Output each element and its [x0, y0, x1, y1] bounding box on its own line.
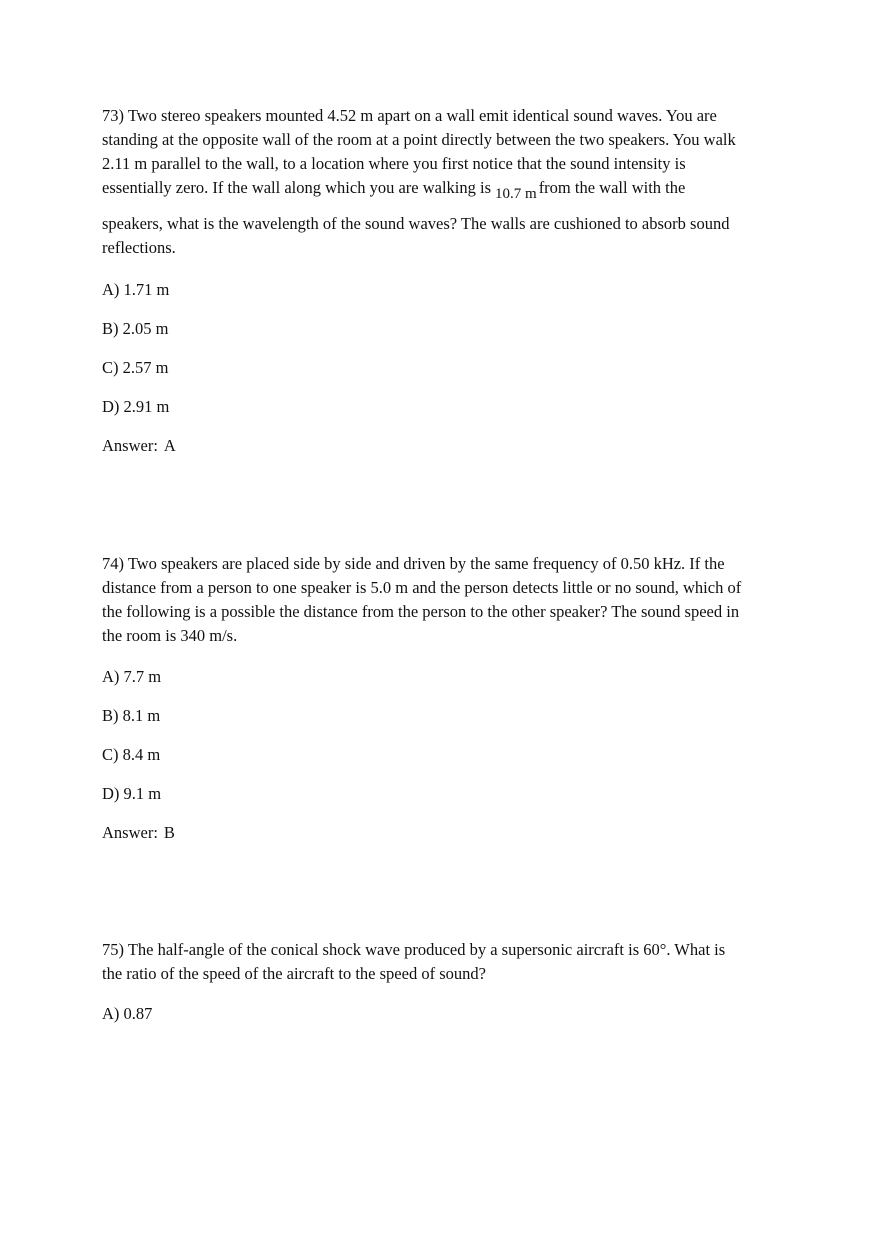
text-line: the room is 340 m/s. — [102, 626, 238, 645]
inline-equation: 10.7 m — [495, 186, 537, 202]
option-b: B) 2.05 m — [102, 319, 169, 338]
question-75 — [102, 938, 780, 986]
option-c: C) 2.57 m — [102, 358, 169, 377]
answer-value: B — [163, 823, 175, 842]
answer — [102, 434, 176, 458]
answer-value: A — [163, 436, 176, 455]
question-number: 75) — [102, 940, 124, 959]
question-number: 73) — [102, 106, 124, 125]
text-line: 73) Two stereo speakers mounted 4.52 m apart on a wall emit identical sound waves. You are — [102, 106, 717, 125]
text-line: essentially zero. If the wall along which you are walking is 10.7 m from the wall with the — [102, 178, 686, 202]
answer-label: Answer: — [102, 436, 158, 455]
question-75-text — [102, 938, 780, 986]
text-line: standing at the opposite wall of the room at a point directly between the two speakers. You walk — [102, 130, 736, 149]
text-line: 2.11 m parallel to the wall, to a location where you first notice that the sound intensity is — [102, 154, 686, 173]
text-line: the ratio of the speed of the aircraft to the speed of sound? — [102, 964, 486, 983]
question-number: 74) — [102, 554, 124, 573]
option-a: A) 1.71 m — [102, 280, 170, 299]
text-line: the following is a possible the distance from the person to the other speaker? The sound speed in — [102, 602, 740, 621]
answer-label: Answer: — [102, 823, 158, 842]
option-c: C) 8.4 m — [102, 745, 161, 764]
option-a: A) 7.7 m — [102, 667, 162, 686]
question-74 — [102, 552, 780, 648]
question-73-text — [102, 104, 780, 260]
text-line: 75) The half-angle of the conical shock wave produced by a supersonic aircraft is 60°. What is — [102, 940, 726, 959]
text-line: distance from a person to one speaker is 5.0 m and the person detects little or no sound, which of — [102, 578, 742, 597]
option-a: A) 0.87 — [102, 1004, 153, 1023]
text-line: reflections. — [102, 238, 176, 257]
option-d: D) 9.1 m — [102, 784, 162, 803]
answer — [102, 821, 175, 845]
question-74-text — [102, 552, 780, 648]
option-d: D) 2.91 m — [102, 397, 170, 416]
question-73 — [102, 104, 780, 260]
text-line: speakers, what is the wavelength of the sound waves? The walls are cushioned to absorb sound — [102, 214, 730, 233]
option-b: B) 8.1 m — [102, 706, 161, 725]
text-line: 74) Two speakers are placed side by side and driven by the same frequency of 0.50 kHz. If the — [102, 554, 725, 573]
